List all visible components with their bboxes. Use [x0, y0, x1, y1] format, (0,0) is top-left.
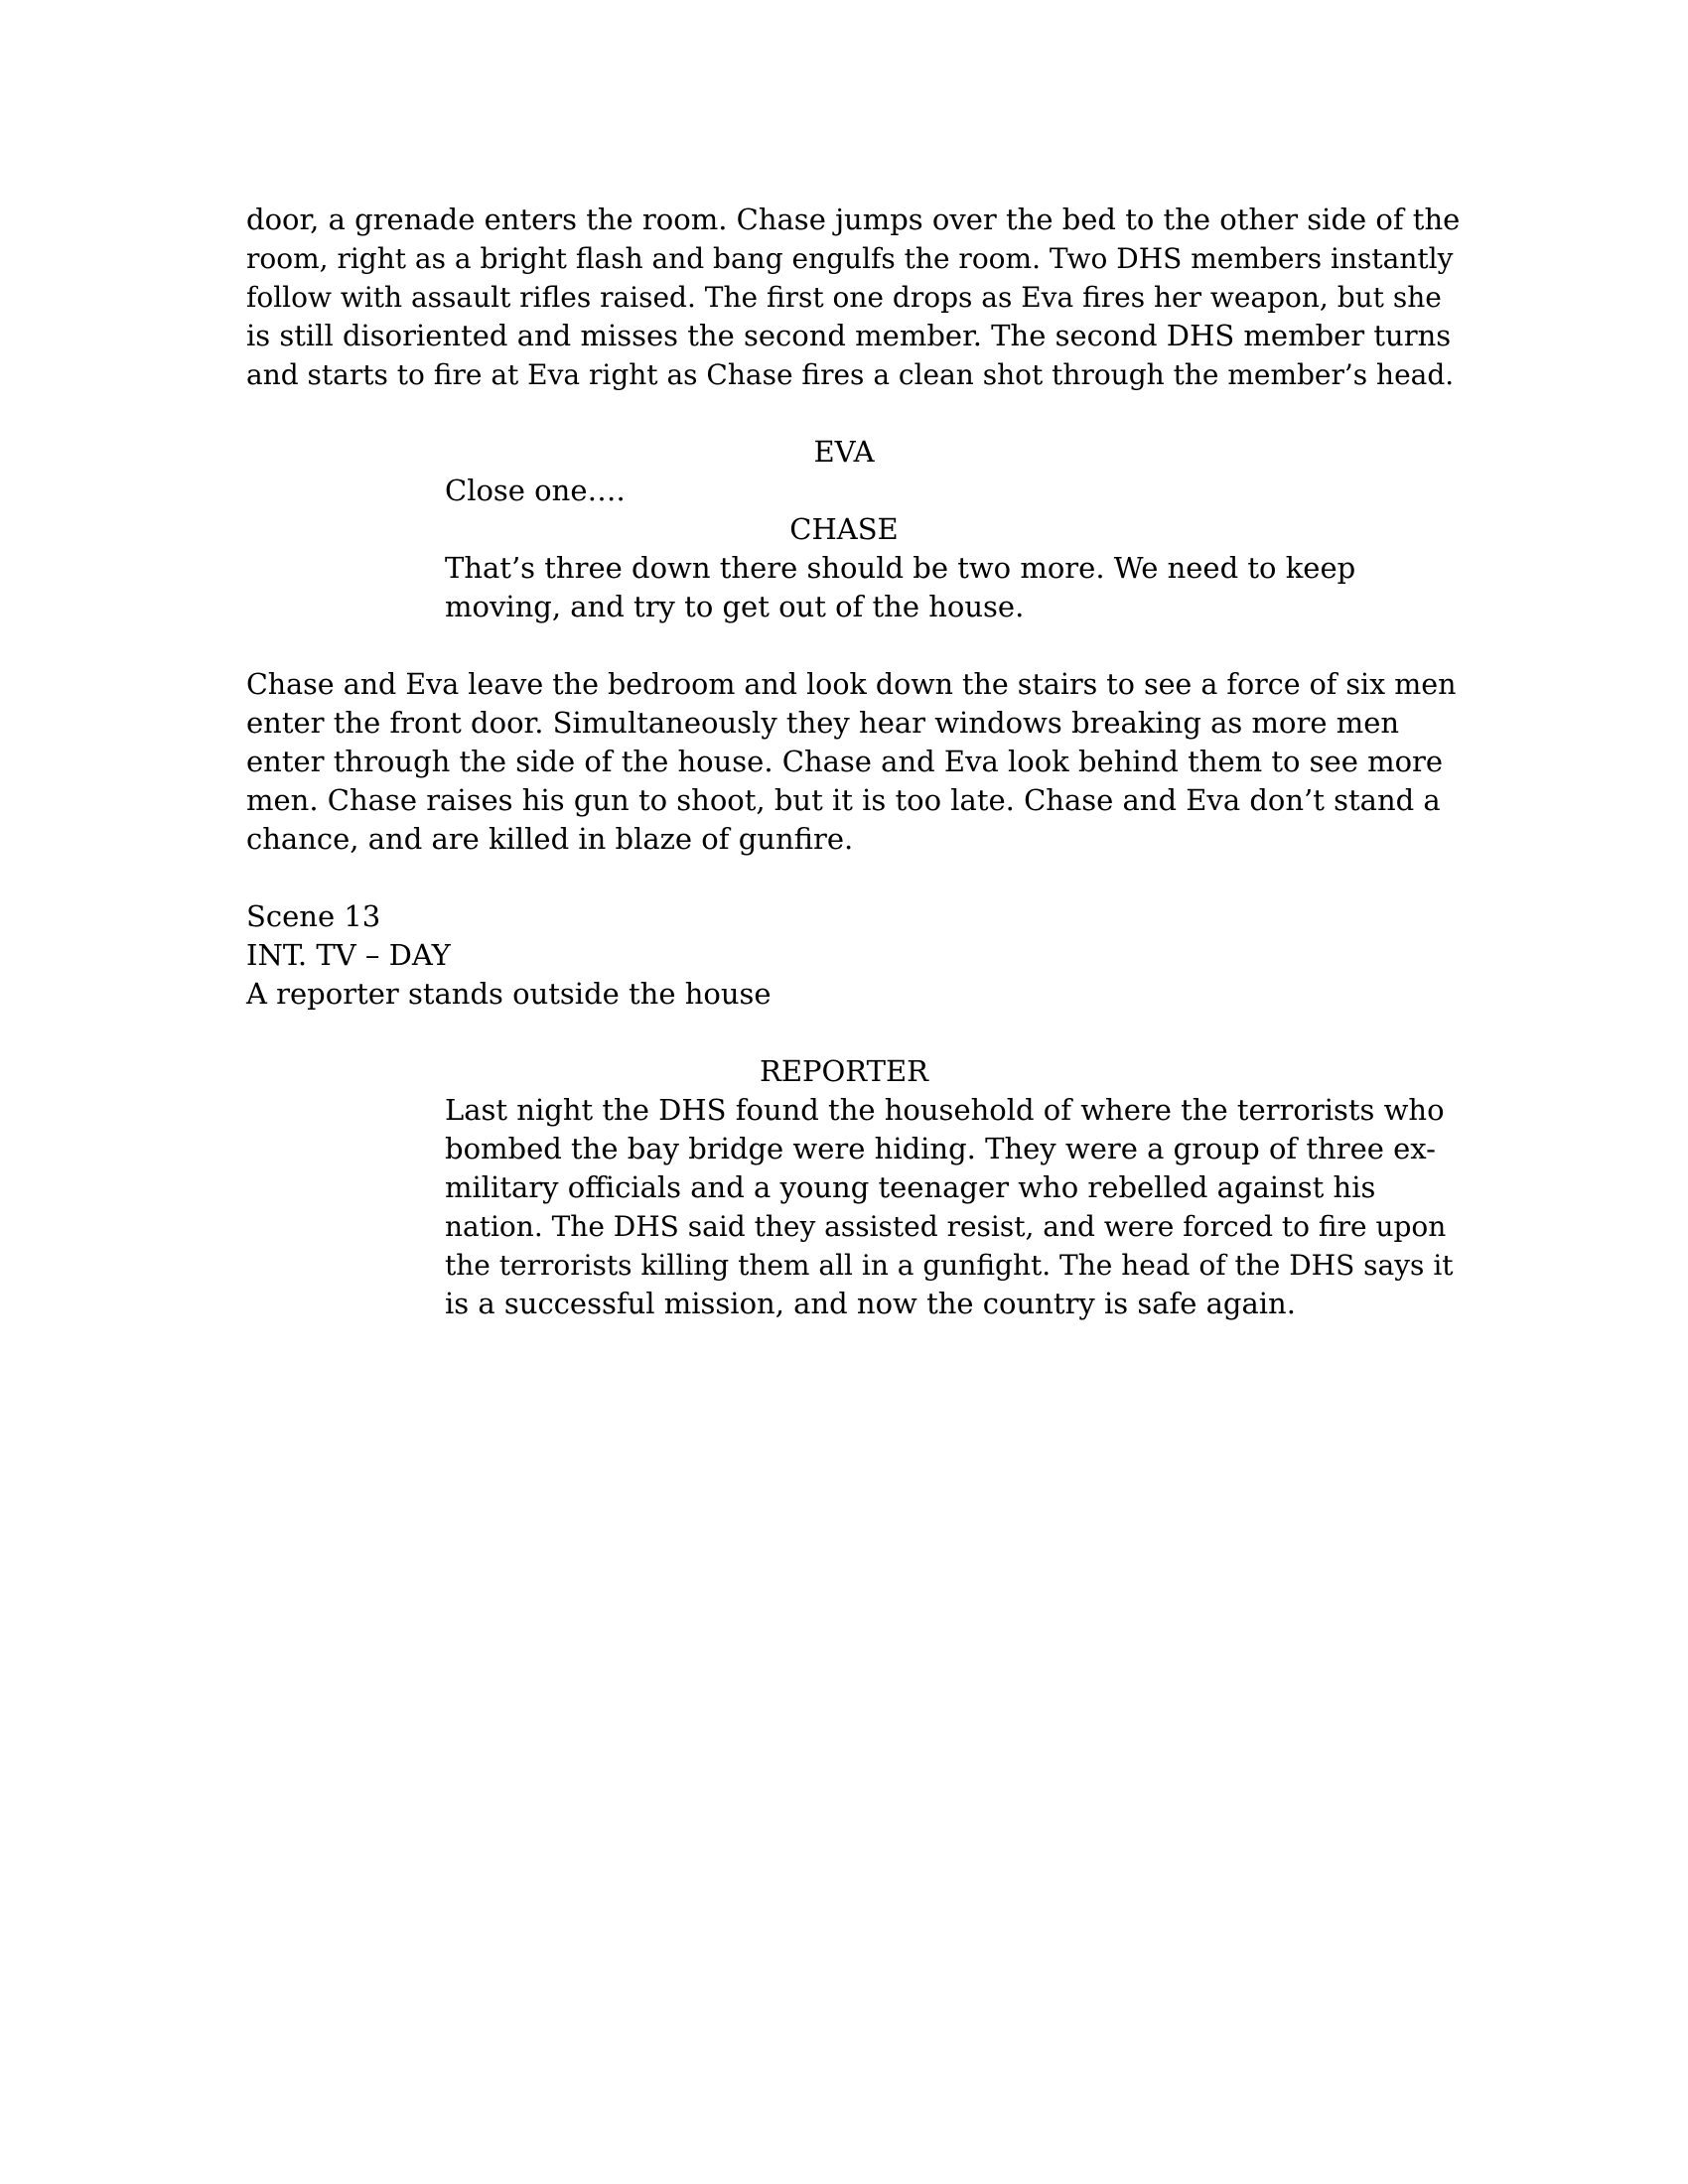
action-line: is still disoriented and misses the second member. The second DHS member turns [246, 319, 1452, 352]
dialogue-line: nation. The DHS said they assisted resist, and were forced to fire upon [445, 1210, 1447, 1243]
scene-description: A reporter stands outside the house [246, 977, 772, 1011]
dialogue-line: bombed the bay bridge were hiding. They were a group of three ex- [445, 1132, 1436, 1165]
dialogue-line: Last night the DHS found the household of where the terrorists who [445, 1093, 1445, 1127]
scene-heading: INT. TV – DAY [246, 938, 451, 972]
dialogue-line: moving, and try to get out of the house. [445, 590, 1025, 623]
dialogue-line: the terrorists killing them all in a gunfight. The head of the DHS says it [445, 1249, 1454, 1282]
action-line: room, right as a bright flash and bang engulfs the room. Two DHS members instantly [246, 242, 1454, 275]
dialogue-line: military officials and a young teenager who rebelled against his [445, 1170, 1376, 1204]
scene-number: Scene 13 [246, 899, 381, 933]
character-cue-reporter: REPORTER [760, 1054, 928, 1088]
action-line: and starts to fire at Eva right as Chase fires a clean shot through the member’s head. [246, 358, 1455, 391]
character-cue-chase: CHASE [789, 512, 899, 546]
dialogue-line: That’s three down there should be two more. We need to keep [445, 551, 1356, 585]
action-line: door, a grenade enters the room. Chase jumps over the bed to the other side of the [246, 203, 1461, 236]
dialogue-line: Close one…. [445, 474, 626, 507]
action-line: enter the front door. Simultaneously they hear windows breaking as more men [246, 706, 1400, 740]
action-line: enter through the side of the house. Chase and Eva look behind them to see more [246, 745, 1444, 778]
action-line: follow with assault rifles raised. The first one drops as Eva fires her weapon, but she [246, 281, 1442, 314]
action-line: Chase and Eva leave the bedroom and look down the stairs to see a force of six men [246, 668, 1457, 701]
action-line: men. Chase raises his gun to shoot, but it is too late. Chase and Eva don’t stand a [246, 783, 1441, 817]
dialogue-line: is a successful mission, and now the country is safe again. [445, 1287, 1296, 1320]
character-cue-eva: EVA [813, 435, 875, 469]
action-line: chance, and are killed in blaze of gunfire. [246, 822, 854, 856]
